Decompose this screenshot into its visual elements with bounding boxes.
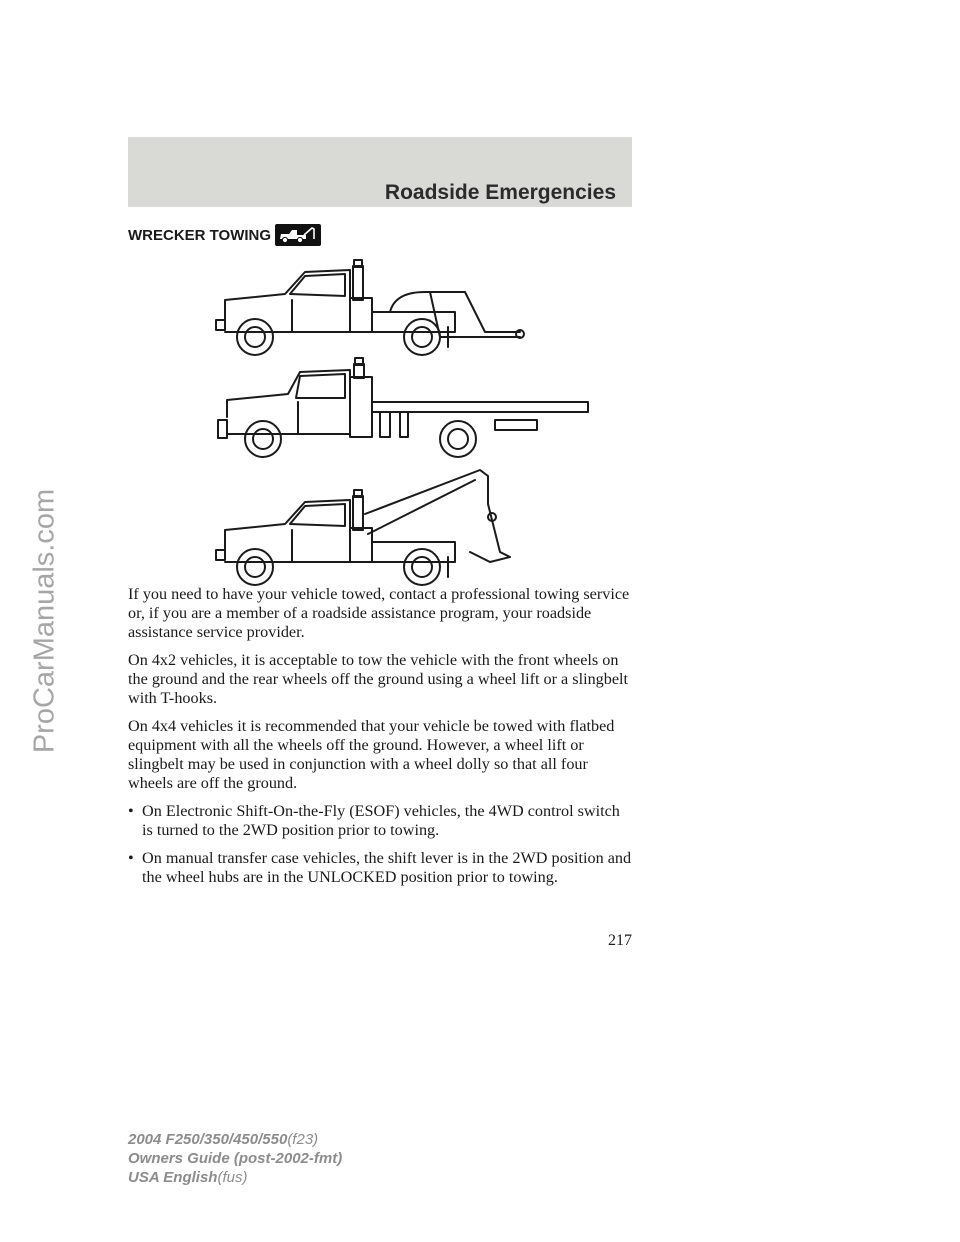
paragraph: On 4x2 vehicles, it is acceptable to tow the vehicle with the front wheels on the ground and the rear wheels off the ground using a wheel lift or a slingbelt with T-hooks. bbox=[128, 651, 629, 707]
footer-line-guide: Owners Guide (post-2002-fmt) bbox=[128, 1150, 343, 1167]
section-title: Roadside Emergencies bbox=[384, 181, 616, 204]
tow-truck-illustrations bbox=[200, 252, 600, 587]
page-heading: WRECKER TOWING bbox=[128, 226, 272, 244]
bullet-mark: • bbox=[128, 849, 134, 867]
wheel-lift-tow-truck bbox=[216, 260, 524, 355]
page-number: 217 bbox=[608, 932, 632, 949]
flatbed-tow-truck bbox=[218, 358, 588, 457]
boom-wrecker-tow-truck bbox=[216, 470, 510, 585]
footer-line-model: 2004 F250/350/450/550(f23) bbox=[128, 1131, 319, 1148]
bullet-mark: • bbox=[128, 802, 134, 820]
watermark-text: ProCarManuals.com bbox=[28, 488, 61, 754]
body-content bbox=[128, 585, 632, 896]
tow-truck-icon bbox=[275, 224, 321, 246]
section-header-band bbox=[128, 137, 632, 207]
bullet-text: On Electronic Shift-On-the-Fly (ESOF) vehicles, the 4WD control switch is turned to the 2WD position prior to towing. bbox=[142, 802, 620, 839]
bullet-item bbox=[128, 849, 632, 887]
paragraph: On 4x4 vehicles it is recommended that your vehicle be towed with flatbed equipment with all the wheels off the ground. However, a wheel lift or slingbelt may be used in conjunction with a wheel dolly so that all four wheels are off the ground. bbox=[128, 717, 615, 792]
bullet-item bbox=[128, 802, 632, 840]
footer-line-language: USA English(fus) bbox=[128, 1169, 248, 1186]
document-footer bbox=[128, 1130, 342, 1187]
paragraph: If you need to have your vehicle towed, contact a professional towing service or, if you are a member of a roadside assistance program, your roadside assistance service provider. bbox=[128, 585, 630, 641]
heading-row bbox=[128, 224, 321, 246]
bullet-text: On manual transfer case vehicles, the shift lever is in the 2WD position and the wheel hubs are in the UNLOCKED position prior to towing. bbox=[142, 849, 632, 886]
